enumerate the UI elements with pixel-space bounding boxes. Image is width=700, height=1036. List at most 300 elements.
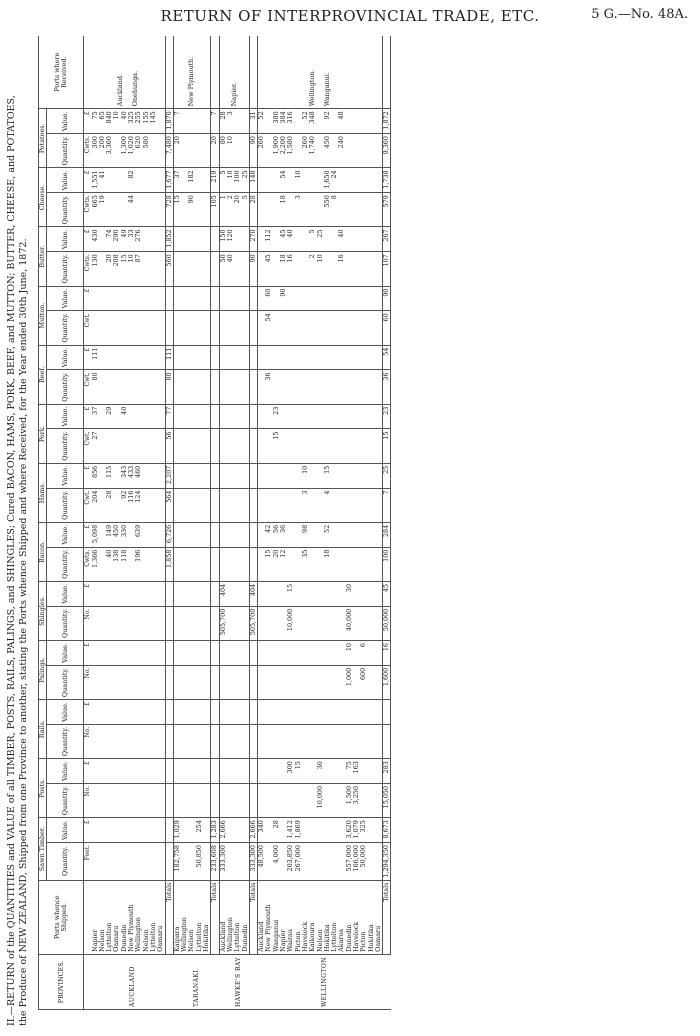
section-row [219,36,249,1010]
totals-label: Totals [211,880,219,954]
total-cell [383,724,391,758]
header-group-7: Pork. [39,404,47,463]
total-cell: 111 [165,345,173,370]
data-cell: 300 200 3,360 1,300 1,020 620 580 [92,134,165,168]
province-name: HAWKE'S BAY [219,954,257,1009]
total-cell: 1,872 [383,109,391,134]
unit-label: Cwts. [84,193,92,227]
data-cell [173,783,210,817]
header-group-6: Hams. [39,463,47,522]
total-cell: 80 [165,370,173,404]
total-cell [211,227,219,252]
total-cell: 140 [249,168,257,193]
data-cell: 150 120 [219,227,249,252]
total-cell [211,641,219,666]
section-row [173,36,210,1010]
total-cell: 284 [383,522,391,547]
ports-received: Napier. [219,36,249,109]
header-quantity: Quantity. [47,724,84,758]
unit-label: £ [84,227,92,252]
data-cell [173,429,210,463]
total-cell [211,581,219,606]
header-value: Value. [47,581,84,606]
total-cell: 90 [383,286,391,311]
unit-label: £ [84,463,92,488]
total-cell [249,724,257,758]
table-body [84,36,391,1010]
data-cell [173,547,210,581]
data-cell [173,665,210,699]
data-cell: 111 [92,345,165,370]
data-cell [92,759,165,784]
total-cell: 1,858 [165,547,173,581]
total-cell: 728 [165,193,173,227]
total-cell: 90 [249,134,257,168]
data-cell: 1,551 41 82 [92,168,165,193]
total-cell: 20 [211,134,219,168]
data-cell [219,429,249,463]
header-quantity: Quantity. [47,488,84,522]
totals-spacer [383,36,391,109]
data-cell: 10 6 [258,641,383,666]
units-spacer [84,954,92,1009]
total-cell: 25 [383,463,391,488]
total-cell: 1,294,350 [383,843,391,881]
data-cell: 54 10 1,650 24 [258,168,383,193]
header-quantity: Quantity. [47,193,84,227]
header-quantity: Quantity. [47,429,84,463]
data-cell: 75 65 840 10 40 325 255 155 145 [92,109,165,134]
total-cell: 1,870 [165,109,173,134]
data-cell: 10,000 1,500 3,250 [258,783,383,817]
unit-label: Cwt. [84,370,92,404]
unit-label: £ [84,818,92,843]
total-cell [249,370,257,404]
total-cell [249,345,257,370]
header-quantity: Quantity. [47,606,84,640]
header-value: Value. [47,109,84,134]
data-cell: 1 2 20 5 [219,193,249,227]
total-cell: 6,726 [165,522,173,547]
total-cell [211,724,219,758]
data-cell: 112 45 40 5 25 40 [258,227,383,252]
total-cell: 15,050 [383,783,391,817]
totals-label: Totals [249,880,257,954]
ports-shipped-list: Auckland Wellington Lyttelton Dunedin [219,880,249,954]
totals-spacer [249,36,257,109]
data-cell [219,522,249,547]
ports-shipped-list: Napier Nelson Lyttelton Oamaru Dunedin New Plymouth Wellington Nelson Lyttelton Oamaru [92,880,165,954]
total-cell [165,783,173,817]
total-cell: 15 [383,429,391,463]
header-group-5: Bacon. [39,522,47,581]
unit-label: No. [84,724,92,758]
data-cell: 37 29 40 [92,404,165,429]
total-cell: 2,207 [165,463,173,488]
data-cell: 333,300 [219,843,249,881]
caption-line-1: II.—RETURN of the QUANTITIES and VALUE of all TIMBER, POSTS, RAILS, PALINGS, and SHINGLES; Cured BACON, HAMS, PORK, BEEF, and MUTTON; BUTTER, CHEESE, and POTATOES, [6,95,17,1026]
data-cell: 18 3 550 8 [258,193,383,227]
total-cell [211,606,219,640]
data-cell [258,724,383,758]
header-value: Value. [47,700,84,725]
header-group-0: Sawn Timber. [39,818,47,880]
data-cell: 28 3 [219,109,249,134]
total-cell [211,488,219,522]
header-group-11: Cheese. [39,168,47,227]
total-cell [211,404,219,429]
total-cell [211,665,219,699]
total-cell [165,700,173,725]
unit-label: £ [84,522,92,547]
unit-label: £ [84,345,92,370]
unit-label: No. [84,783,92,817]
data-cell: 27 [92,429,165,463]
data-cell [92,783,165,817]
total-cell [249,700,257,725]
data-cell [92,843,165,881]
total-cell [165,581,173,606]
header-quantity: Quantity. [47,547,84,581]
unit-label: £ [84,109,92,134]
total-cell [249,463,257,488]
page-reference: 5 G.—No. 48A. [591,7,688,22]
data-cell: 20 [173,134,210,168]
data-cell: 10 15 [258,463,383,488]
data-cell: 42 56 36 98 52 [258,522,383,547]
data-cell [92,641,165,666]
data-cell: 15 30 [258,581,383,606]
table-head [39,36,84,1010]
unit-label: Cwt. [84,311,92,345]
unit-label: £ [84,168,92,193]
data-cell: 48,500 4,000 203,850 267,000 557,000 166,000 50,000 [258,843,383,881]
data-cell [219,641,249,666]
total-cell: 270 [249,227,257,252]
total-cell [165,311,173,345]
data-cell [173,311,210,345]
unit-label: £ [84,286,92,311]
data-cell [92,581,165,606]
total-cell [249,665,257,699]
total-cell: 16 [383,641,391,666]
unit-label: Cwts. [84,252,92,286]
header-quantity: Quantity. [47,370,84,404]
totals-row [211,36,219,1010]
total-cell [249,641,257,666]
data-cell [219,370,249,404]
total-cell [211,286,219,311]
data-cell: 5,098 149 450 330 639 [92,522,165,547]
header-quantity: Quantity. [47,665,84,699]
data-cell [173,463,210,488]
province-name: WELLINGTON [258,954,391,1009]
data-cell [173,606,210,640]
data-cell: 204 28 92 116 124 [92,488,165,522]
totals-row [383,36,391,1010]
total-cell [249,404,257,429]
data-cell: 260 1,900 2,200 1,580 260 1,740 450 240 [258,134,383,168]
total-cell: 267 [383,227,391,252]
data-cell [173,345,210,370]
unit-label: £ [84,641,92,666]
data-cell [92,311,165,345]
total-cell: 9,360 [383,134,391,168]
data-cell: 130 20 208 15 10 87 [92,252,165,286]
ports-received: New Plymouth. [173,36,210,109]
unit-label: £ [84,759,92,784]
data-cell: 300 15 30 75 163 [258,759,383,784]
data-cell: 36 [258,370,383,404]
ports-received: Auckland. Onehunga. [92,36,165,109]
data-cell: 15 90 [173,193,210,227]
header-group-1: Posts. [39,759,47,818]
total-cell [211,252,219,286]
total-cell: 50,000 [383,606,391,640]
data-cell [92,818,165,843]
total-cell [249,488,257,522]
total-cell [211,783,219,817]
unit-label: No. [84,606,92,640]
header-value: Value. [47,404,84,429]
data-cell [219,724,249,758]
data-cell [92,606,165,640]
total-cell [383,700,391,725]
data-cell: 37 182 [173,168,210,193]
total-cell [249,547,257,581]
data-cell [173,724,210,758]
data-cell [173,488,210,522]
total-cell [211,370,219,404]
total-cell: 107 [383,252,391,286]
total-cell: 90 [249,252,257,286]
unit-label: Cwt. [84,429,92,463]
unit-label: No. [84,665,92,699]
data-cell [173,252,210,286]
data-cell: 182,758 50,850 [173,843,210,881]
data-cell: 80 10 [219,134,249,168]
header-group-12: Potatoes. [39,109,47,168]
table-caption [6,46,30,1026]
caption-line-2: the Produce of NEW ZEALAND, Shipped from one Province to another, stating the Ports whence Shipped and where Received, for the Year ended 30th June, 1872. [18,238,29,1026]
total-cell: 60 [383,311,391,345]
trade-return-table [38,36,391,1010]
totals-spacer [165,36,173,109]
total-cell: 45 [383,581,391,606]
unit-label: Cwt. [84,488,92,522]
header-group-3: Palings. [39,641,47,700]
data-cell [219,665,249,699]
total-cell: 7 [383,488,391,522]
data-cell: 7 [173,109,210,134]
total-cell: 31 [249,109,257,134]
total-cell: 564 [165,488,173,522]
data-cell: 340 28 1,412 1,869 3,620 1,079 325 [258,818,383,843]
data-cell [219,783,249,817]
header-value: Value. [47,522,84,547]
header-quantity: Quantity. [47,252,84,286]
data-cell: 15 20 12 35 18 [258,547,383,581]
total-cell [165,665,173,699]
header-value: Value. [47,227,84,252]
data-cell [219,488,249,522]
unit-label: £ [84,700,92,725]
data-cell [173,700,210,725]
totals-label: Totals [383,880,391,954]
header-value: Value. [47,345,84,370]
total-cell: 28 [249,193,257,227]
total-cell: 404 [249,581,257,606]
data-cell: 856 115 343 433 460 [92,463,165,488]
total-cell [211,547,219,581]
data-cell [219,311,249,345]
data-cell: 10,000 40,000 [258,606,383,640]
total-cell [249,759,257,784]
total-cell [211,463,219,488]
province-name: AUCKLAND [92,954,174,1009]
data-cell [219,404,249,429]
data-cell [258,345,383,370]
data-cell: 54 [258,311,383,345]
total-cell: 283 [383,759,391,784]
data-cell [219,700,249,725]
total-cell: 54 [383,345,391,370]
header-value: Value. [47,286,84,311]
total-cell: 2,666 [249,818,257,843]
unit-label: £ [84,581,92,606]
total-cell: 1,852 [165,227,173,252]
data-cell: 5 10 100 25 [219,168,249,193]
total-cell: 100 [383,547,391,581]
total-cell: 56 [165,429,173,463]
total-cell: 8,673 [383,818,391,843]
header-group-8: Beef. [39,345,47,404]
total-cell: 1,283 [211,818,219,843]
data-cell: 1,029 254 [173,818,210,843]
total-cell [249,783,257,817]
unit-label: Cwts. [84,547,92,581]
total-cell [165,759,173,784]
total-cell: 7 [211,109,219,134]
total-cell [165,641,173,666]
data-cell: 80 [92,370,165,404]
data-cell: 3 4 [258,488,383,522]
page-header-title: RETURN OF INTERPROVINCIAL TRADE, ETC. [160,7,540,25]
totals-label: Totals [165,880,173,954]
header-quantity: Quantity. [47,134,84,168]
unit-label: Feet. [84,843,92,881]
totals-spacer [211,36,219,109]
data-cell [173,522,210,547]
total-cell: 579 [383,193,391,227]
data-cell [173,641,210,666]
header-ports-shipped: Ports whence Shipped. [39,880,84,954]
total-cell [249,311,257,345]
data-cell [258,700,383,725]
header-quantity: Quantity. [47,311,84,345]
total-cell [249,286,257,311]
data-cell: 1,000 600 [258,665,383,699]
data-cell [219,345,249,370]
unit-label: £ [84,404,92,429]
data-cell [219,759,249,784]
total-cell [165,286,173,311]
total-cell [211,759,219,784]
total-cell: 36 [383,370,391,404]
ports-shipped-list: Auckland New Plymouth Wanganui Napier Wairau Picton Havelock Kaikoura Nelson Hokitika Lyttelton Akaroa Dunedin Havelock Picton Hokitika Oamaru [258,880,383,954]
data-cell: 404 [219,581,249,606]
data-cell [219,463,249,488]
data-cell [173,227,210,252]
total-cell [165,606,173,640]
total-cell: 505,700 [249,606,257,640]
data-cell [219,286,249,311]
total-cell: 1,738 [383,168,391,193]
header-value: Value. [47,641,84,666]
units-spacer [84,36,92,109]
header-value: Value. [47,818,84,843]
total-cell [211,700,219,725]
header-provinces: PROVINCES. [39,954,84,1009]
data-cell: 50 40 [219,252,249,286]
total-cell [249,429,257,463]
data-cell: 15 [258,429,383,463]
data-cell [219,547,249,581]
header-value: Value. [47,463,84,488]
header-quantity: Quantity. [47,783,84,817]
header-ports-received: Ports where Received. [39,36,84,109]
data-cell [173,759,210,784]
header-value: Value. [47,168,84,193]
data-cell [173,370,210,404]
header-group-9: Mutton. [39,286,47,345]
data-cell: 505,700 [219,606,249,640]
header-value: Value. [47,759,84,784]
data-cell: 60 90 [258,286,383,311]
data-cell [92,286,165,311]
rotated-table-region [0,36,690,1036]
section-row [258,36,383,1010]
total-cell [211,522,219,547]
total-cell: 333,300 [249,843,257,881]
total-cell: 233,608 [211,843,219,881]
data-cell [173,581,210,606]
data-cell [92,724,165,758]
header-group-4: Shingles. [39,581,47,640]
ports-shipped-list: Kaipara Wellington Nelson Lyttelton Hokitika [173,880,210,954]
data-cell [173,286,210,311]
header-group-10: Butter. [39,227,47,286]
total-cell: 105 [211,193,219,227]
unit-label: Cwts. [84,134,92,168]
ports-received: Wellington. Wanganui. [258,36,383,109]
data-cell [92,700,165,725]
data-cell: 2,666 [219,818,249,843]
data-cell: 665 19 44 [92,193,165,227]
total-cell [249,522,257,547]
data-cell [173,404,210,429]
data-cell: 45 18 16 2 10 16 [258,252,383,286]
total-cell: 560 [165,252,173,286]
section-row [92,36,165,1010]
total-cell [211,345,219,370]
total-cell [211,429,219,463]
data-cell: 52 380 384 316 52 348 92 48 [258,109,383,134]
total-cell: 23 [383,404,391,429]
data-cell: 1,366 40 138 118 196 [92,547,165,581]
total-cell: 1,600 [383,665,391,699]
data-cell [92,665,165,699]
